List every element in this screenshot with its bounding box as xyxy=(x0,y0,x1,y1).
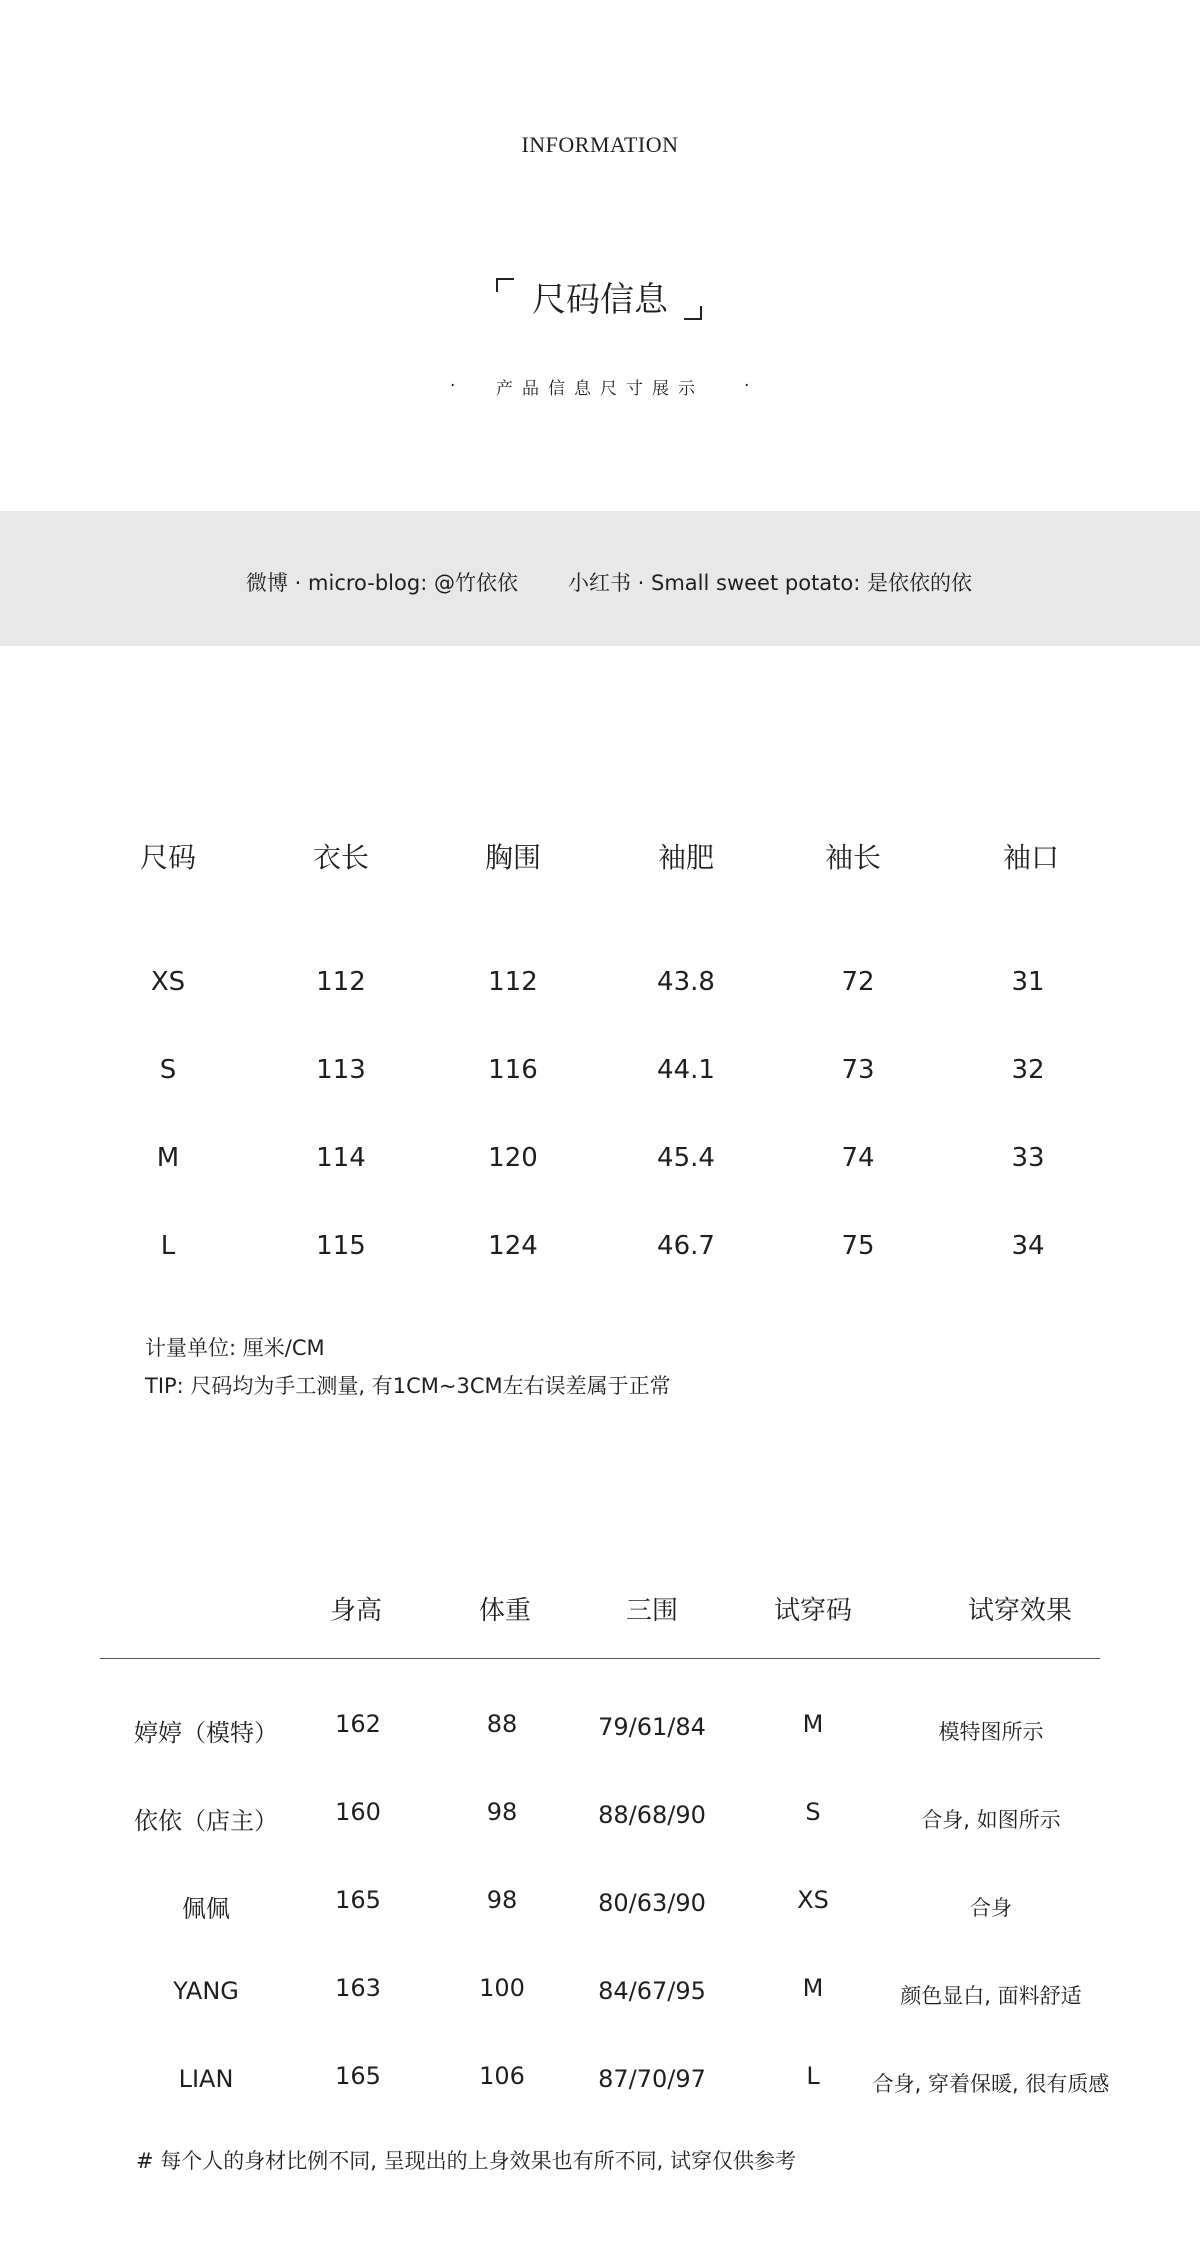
size-cell: 112 xyxy=(488,967,538,997)
fit-header-cell: 试穿效果 xyxy=(967,1596,1072,1626)
fit-name-cell: 佩佩 xyxy=(182,1895,230,1923)
size-cell: S xyxy=(159,1055,177,1085)
size-cell: 115 xyxy=(316,1231,366,1261)
size-cell: 120 xyxy=(488,1143,538,1173)
fit-cell: M xyxy=(802,1974,824,2002)
size-cell: 116 xyxy=(488,1055,538,1085)
fit-cell: 100 xyxy=(479,1974,525,2002)
size-cell: 33 xyxy=(1011,1143,1045,1173)
size-cell: XS xyxy=(150,967,186,997)
fit-effect-cell: 合身, 如图所示 xyxy=(921,1808,1061,1832)
fit-cell: 106 xyxy=(479,2062,525,2090)
size-cell: M xyxy=(156,1143,180,1173)
fit-effect-cell: 颜色显白, 面料舒适 xyxy=(900,1984,1082,2008)
xiaohongshu-handle: 小红书 · Small sweet potato: 是依依的依 xyxy=(568,571,973,595)
fit-cell: 88/68/90 xyxy=(598,1801,706,1829)
size-cell: 75 xyxy=(841,1231,875,1261)
size-info-title: 尺码信息 xyxy=(532,280,668,320)
fit-cell: 98 xyxy=(486,1798,518,1826)
size-header-cell: 袖口 xyxy=(1002,841,1059,874)
fit-effect-cell: 模特图所示 xyxy=(938,1720,1044,1744)
size-header-cell: 胸围 xyxy=(484,841,541,874)
unit-note: 计量单位: 厘米/CM xyxy=(145,1336,325,1360)
size-cell: L xyxy=(160,1231,176,1261)
size-cell: 45.4 xyxy=(657,1143,715,1173)
fit-name-cell: YANG xyxy=(173,1977,239,2005)
size-header-cell: 衣长 xyxy=(312,841,369,874)
fit-cell: XS xyxy=(797,1886,829,1914)
fit-cell: 80/63/90 xyxy=(598,1889,706,1917)
subtitle-dot-right: · xyxy=(744,376,750,396)
size-header-cell: 尺码 xyxy=(139,841,196,874)
fit-name-cell: 婷婷（模特） xyxy=(134,1719,278,1747)
size-cell: 74 xyxy=(841,1143,875,1173)
fit-name-cell: LIAN xyxy=(178,2065,234,2093)
fit-cell: 160 xyxy=(335,1798,381,1826)
size-header-cell: 袖肥 xyxy=(657,841,714,874)
fit-cell: 79/61/84 xyxy=(598,1713,706,1741)
size-cell: 112 xyxy=(316,967,366,997)
fit-cell: M xyxy=(802,1710,824,1738)
fit-cell: 88 xyxy=(486,1710,518,1738)
size-cell: 124 xyxy=(488,1231,538,1261)
fit-name-cell: 依依（店主） xyxy=(134,1807,278,1835)
fit-cell: 165 xyxy=(335,1886,381,1914)
size-cell: 34 xyxy=(1011,1231,1045,1261)
size-cell: 44.1 xyxy=(657,1055,715,1085)
size-cell: 113 xyxy=(316,1055,366,1085)
size-cell: 73 xyxy=(841,1055,875,1085)
subtitle-dot-left: · xyxy=(450,376,456,396)
fit-effect-cell: 合身, 穿着保暖, 很有质感 xyxy=(872,2072,1110,2096)
size-cell: 72 xyxy=(841,967,875,997)
fit-cell: 84/67/95 xyxy=(598,1977,706,2005)
fit-cell: 162 xyxy=(335,1710,381,1738)
size-cell: 114 xyxy=(316,1143,366,1173)
fit-header-cell: 身高 xyxy=(329,1596,382,1626)
fit-cell: 163 xyxy=(335,1974,381,2002)
size-cell: 32 xyxy=(1011,1055,1045,1085)
size-cell: 46.7 xyxy=(657,1231,715,1261)
size-cell: 43.8 xyxy=(657,967,715,997)
bracket-right-decoration xyxy=(684,306,702,320)
fit-cell: 98 xyxy=(486,1886,518,1914)
size-header-cell: 袖长 xyxy=(824,841,881,874)
size-cell: 31 xyxy=(1011,967,1045,997)
fit-cell: L xyxy=(806,2062,820,2090)
fit-cell: S xyxy=(805,1798,821,1826)
fit-header-cell: 三围 xyxy=(625,1596,678,1626)
subtitle: 产品信息尺寸展示 xyxy=(496,379,704,399)
footnote: # 每个人的身材比例不同, 呈现出的上身效果也有所不同, 试穿仅供参考 xyxy=(136,2149,796,2173)
fit-cell: 165 xyxy=(335,2062,381,2090)
tip-note: TIP: 尺码均为手工测量, 有1CM~3CM左右误差属于正常 xyxy=(145,1374,671,1398)
fit-header-cell: 体重 xyxy=(478,1596,531,1626)
fit-effect-cell: 合身 xyxy=(970,1896,1012,1920)
fit-table-divider xyxy=(100,1658,1100,1659)
fit-cell: 87/70/97 xyxy=(598,2065,706,2093)
information-label: INFORMATION xyxy=(521,132,679,157)
weibo-handle: 微博 · micro-blog: @竹依依 xyxy=(246,571,518,595)
fit-header-cell: 试穿码 xyxy=(773,1596,852,1626)
